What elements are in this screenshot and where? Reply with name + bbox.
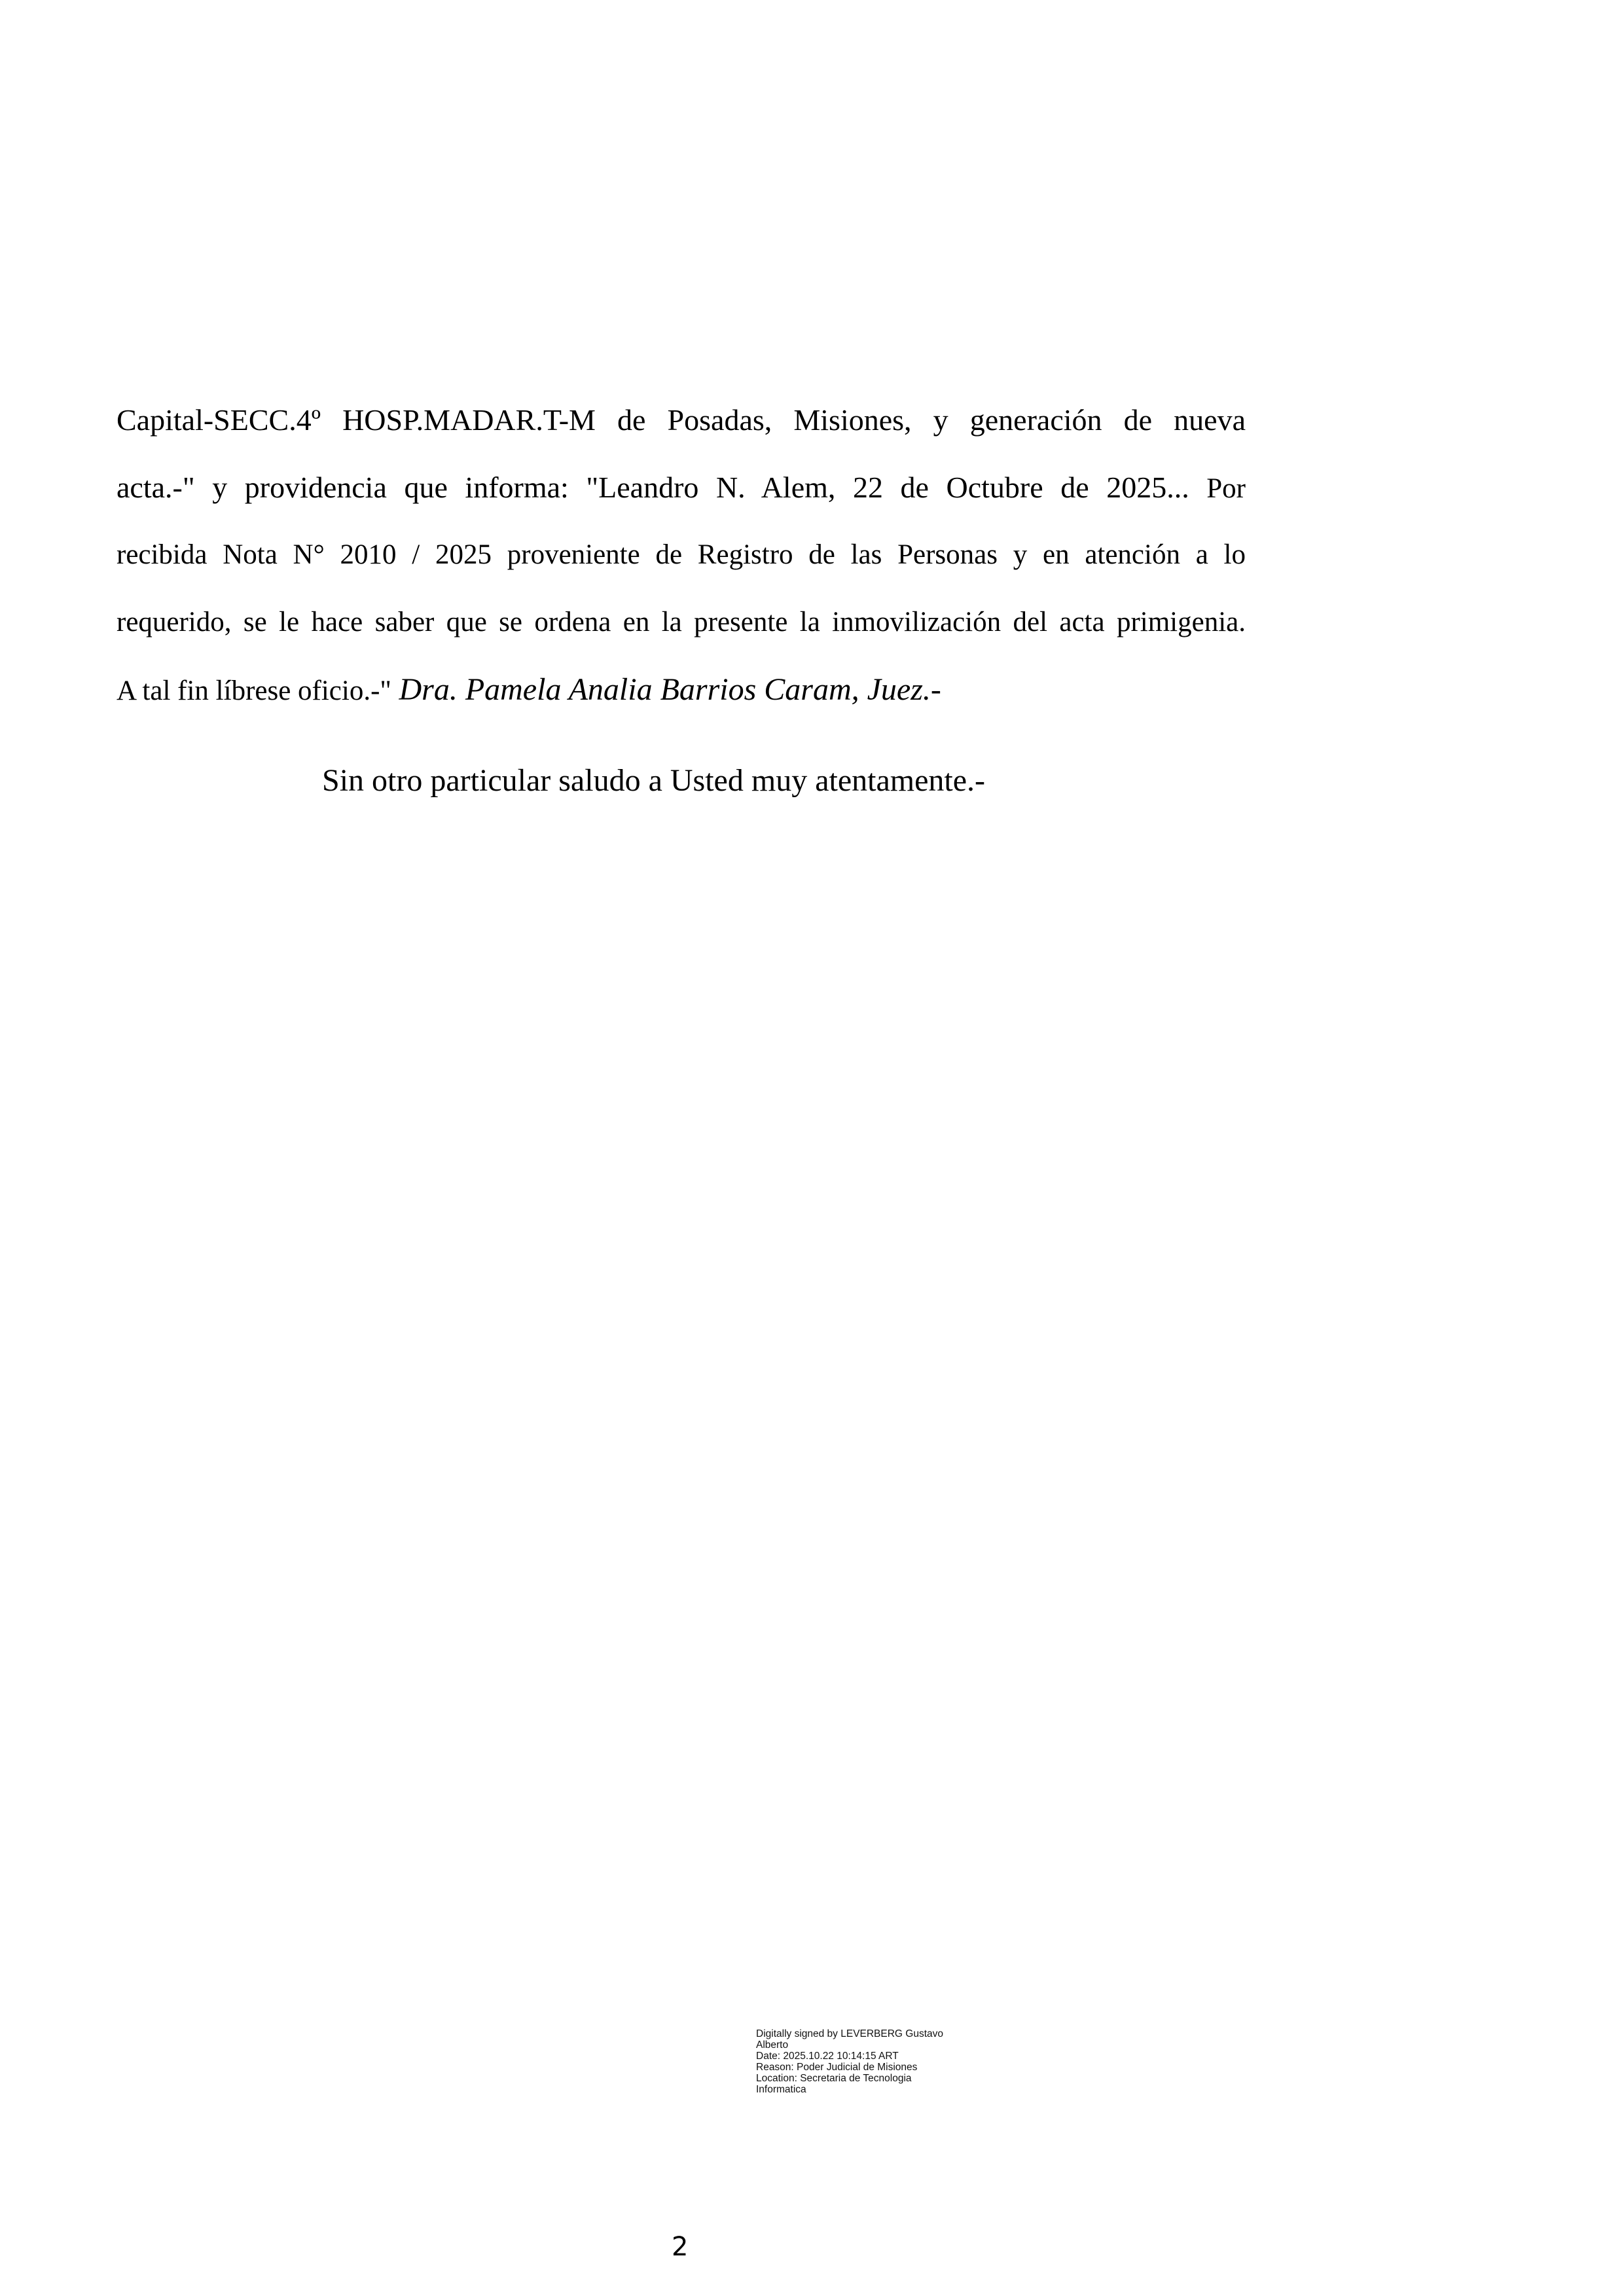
signature-line-6: Informatica bbox=[756, 2084, 806, 2095]
body-line-2-tail: Por bbox=[1206, 473, 1246, 504]
body-line-4: requerido, se le hace saber que se ordena en la presente la inmovilización del acta primigenia. bbox=[117, 607, 1246, 637]
signature-line-2: Alberto bbox=[756, 2039, 789, 2051]
signature-line-1: Digitally signed by LEVERBERG Gustavo bbox=[756, 2028, 944, 2039]
body-line-5-main: A tal fin líbrese oficio.-" bbox=[117, 675, 391, 706]
signature-line-4: Reason: Poder Judicial de Misiones bbox=[756, 2062, 918, 2073]
signature-line-3: Date: 2025.10.22 10:14:15 ART bbox=[756, 2051, 899, 2062]
closing-salutation: Sin otro particular saludo a Usted muy atentamente.- bbox=[322, 763, 986, 798]
body-line-5 bbox=[117, 656, 1246, 723]
page-number: 2 bbox=[672, 2232, 689, 2262]
body-line-1: Capital-SECC.4º HOSP.MADAR.T-M de Posadas, Misiones, y generación de nueva bbox=[117, 403, 1246, 437]
digital-signature-block bbox=[756, 2028, 1031, 2095]
body-line-2-main: acta.-" y providencia que informa: "Leandro N. Alem, 22 de Octubre de 2025... bbox=[117, 471, 1189, 504]
body-line-3: recibida Nota N° 2010 / 2025 proveniente de Registro de las Personas y en atención a lo bbox=[117, 539, 1246, 570]
judge-signatory: Dra. Pamela Analia Barrios Caram, Juez.- bbox=[399, 672, 941, 707]
body-paragraph bbox=[117, 386, 1246, 723]
signature-line-5: Location: Secretaria de Tecnologia bbox=[756, 2073, 912, 2084]
body-line-2 bbox=[117, 454, 1246, 521]
